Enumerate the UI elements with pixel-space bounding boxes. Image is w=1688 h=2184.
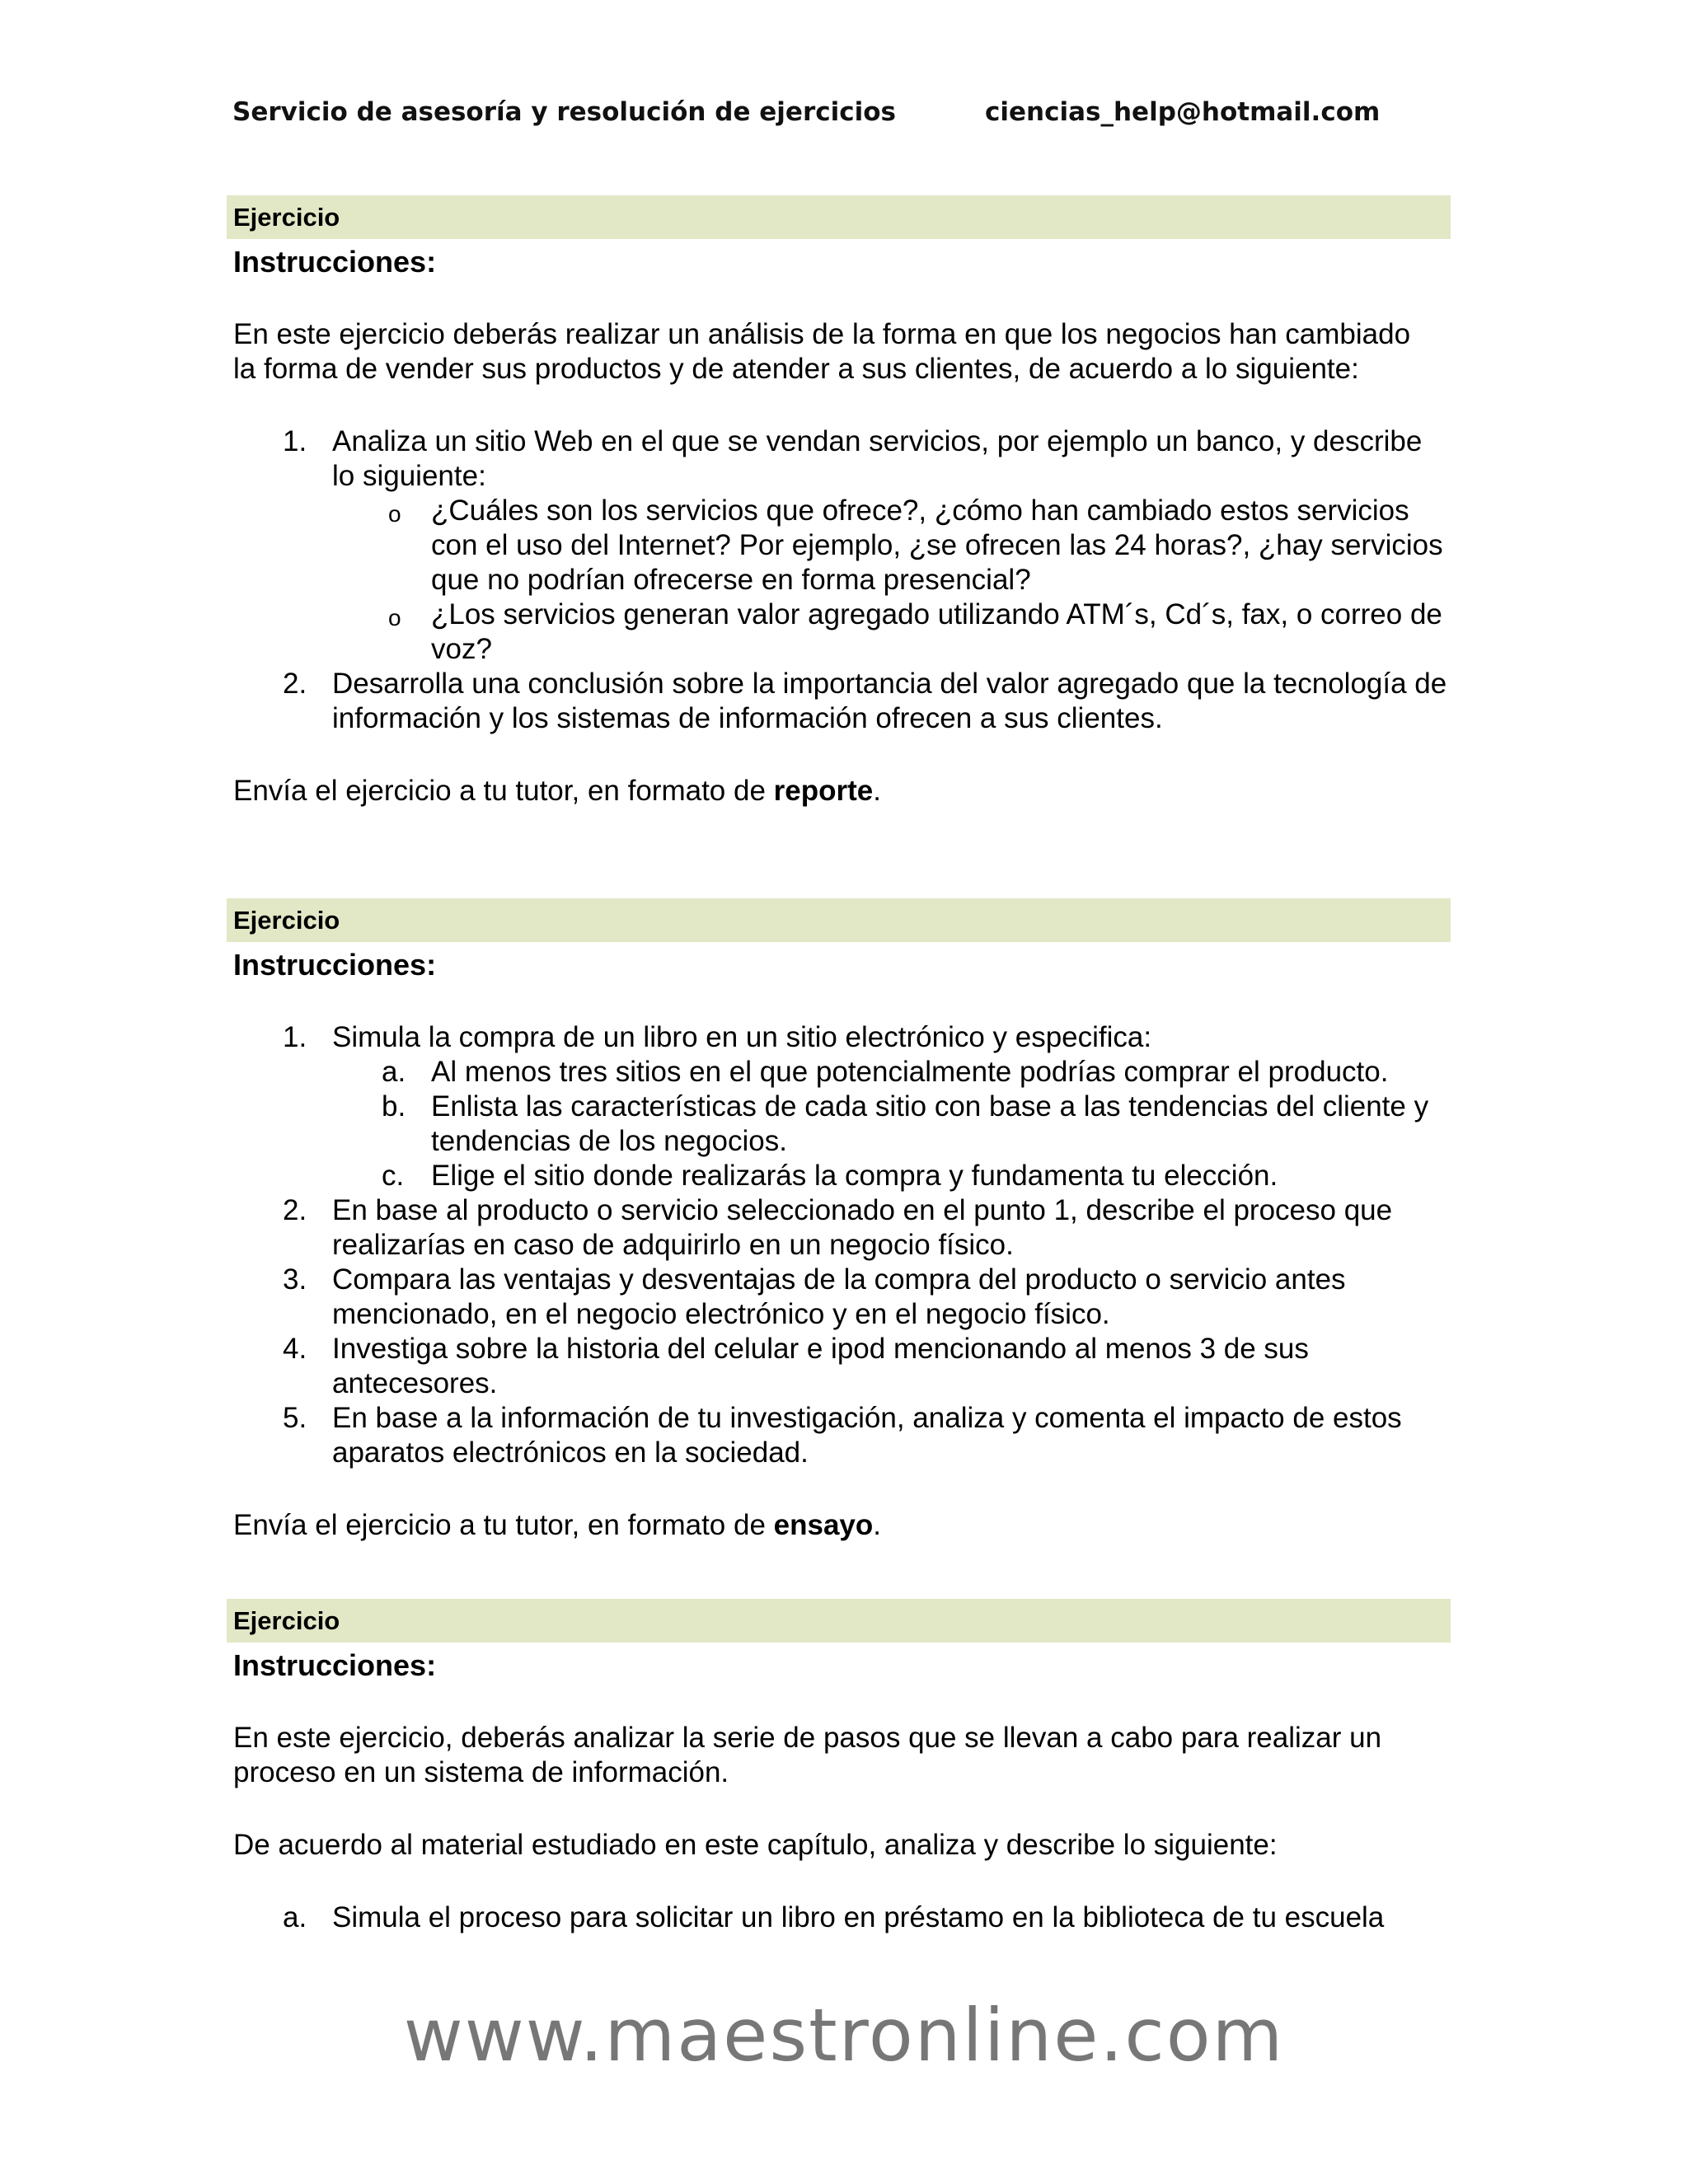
- list-item-text: En base a la información de tu investigación, analiza y comenta el impacto de estos aparatos electrónicos en la sociedad.: [332, 1402, 1402, 1469]
- section-bar-title: Ejercicio: [227, 1599, 1451, 1643]
- list-item: [227, 1332, 1451, 1401]
- sub-list-item: [332, 1159, 1451, 1193]
- sub-list-marker: b.: [382, 1090, 406, 1122]
- sub-list-item: [332, 494, 1451, 598]
- sub-list-item: [332, 598, 1451, 667]
- sub-list-marker: c.: [382, 1160, 405, 1192]
- sub-list-item-text: Al menos tres sitios en el que potencialmente podrías comprar el producto.: [431, 1056, 1389, 1088]
- sub-list: [332, 494, 1451, 667]
- list-item-number: 4.: [283, 1333, 307, 1365]
- exercise-section-1: [227, 195, 1451, 808]
- list-item: [227, 1263, 1451, 1332]
- watermark-url: www.maestronline.com: [403, 1993, 1285, 2078]
- exercise-section-3: [227, 1599, 1451, 1935]
- closing-text: Envía el ejercicio a tu tutor, en formato de: [233, 1509, 774, 1541]
- list-item-number: 2.: [283, 1194, 307, 1226]
- closing-suffix: .: [873, 1509, 881, 1541]
- closing-suffix: .: [873, 775, 881, 807]
- list-item-number: a.: [283, 1901, 307, 1933]
- instruction-list: [227, 424, 1451, 736]
- instructions-title: Instrucciones:: [233, 1648, 437, 1682]
- list-item: [227, 1020, 1451, 1193]
- instruction-list: [227, 1900, 1451, 1935]
- bullet-marker: o: [388, 501, 401, 527]
- list-item-number: 1.: [283, 425, 307, 457]
- closing-paragraph: [233, 1508, 1434, 1543]
- instructions-title: Instrucciones:: [233, 245, 437, 279]
- list-item-text: Simula la compra de un libro en un sitio electrónico y especifica:: [332, 1021, 1152, 1053]
- intro-paragraph: En este ejercicio, deberás analizar la serie de pasos que se llevan a cabo para realizar un proceso en un sistema de información.: [233, 1722, 1382, 1788]
- closing-format-bold: reporte: [773, 775, 874, 807]
- closing-paragraph: [233, 774, 1434, 808]
- closing-text: Envía el ejercicio a tu tutor, en formato de: [233, 775, 774, 807]
- intro-paragraph: En este ejercicio deberás realizar un análisis de la forma en que los negocios han cambiado la forma de vender sus productos y de atender a sus clientes, de acuerdo a lo siguiente:: [233, 318, 1411, 385]
- exercise-section-2: [227, 898, 1451, 1543]
- sub-list-marker: a.: [382, 1056, 406, 1088]
- list-item-number: 2.: [283, 668, 307, 700]
- list-item-text: Analiza un sitio Web en el que se vendan servicios, por ejemplo un banco, y describe lo siguiente:: [332, 425, 1423, 492]
- section-bar-title: Ejercicio: [227, 898, 1451, 942]
- list-item-text: Desarrolla una conclusión sobre la importancia del valor agregado que la tecnología de información y los sistemas de información ofrecen a sus clientes.: [332, 668, 1447, 734]
- list-item-number: 1.: [283, 1021, 307, 1053]
- sub-list-item-text: ¿Cuáles son los servicios que ofrece?, ¿cómo han cambiado estos servicios con el uso del Internet? Por ejemplo, ¿se ofrecen las 24 horas?, ¿hay servicios que no podrían ofrecerse en forma presencial?: [431, 494, 1443, 596]
- closing-format-bold: ensayo: [773, 1509, 874, 1541]
- header-email: ciencias_help@hotmail.com: [985, 97, 1381, 127]
- page-header: [232, 97, 1386, 137]
- bullet-marker: o: [388, 605, 401, 630]
- list-item: [227, 1401, 1451, 1470]
- list-item: [227, 667, 1451, 736]
- list-item-number: 3.: [283, 1263, 307, 1296]
- sub-list: [332, 1055, 1451, 1193]
- list-item-text: En base al producto o servicio seleccionado en el punto 1, describe el proceso que realizarías en caso de adquirirlo en un negocio físico.: [332, 1194, 1393, 1261]
- sub-list-item: [332, 1055, 1451, 1090]
- list-item-text: Investiga sobre la historia del celular e ipod mencionando al menos 3 de sus antecesores.: [332, 1333, 1309, 1399]
- instruction-list: [227, 1020, 1451, 1470]
- list-item-text: Simula el proceso para solicitar un libro en préstamo en la biblioteca de tu escuela: [332, 1901, 1385, 1933]
- sub-list-item: [332, 1090, 1451, 1159]
- sub-list-item-text: Enlista las características de cada sitio con base a las tendencias del cliente y tendencias de los negocios.: [431, 1090, 1429, 1157]
- intro-paragraph-2: De acuerdo al material estudiado en este capítulo, analiza y describe lo siguiente:: [233, 1829, 1278, 1861]
- list-item: [227, 1900, 1451, 1935]
- list-item: [227, 1193, 1451, 1263]
- list-item: [227, 424, 1451, 667]
- section-bar-title: Ejercicio: [227, 195, 1451, 239]
- sub-list-item-text: ¿Los servicios generan valor agregado utilizando ATM´s, Cd´s, fax, o correo de voz?: [431, 598, 1442, 665]
- header-service-title: Servicio de asesoría y resolución de ejercicios: [232, 97, 896, 127]
- sub-list-item-text: Elige el sitio donde realizarás la compra y fundamenta tu elección.: [431, 1160, 1278, 1192]
- list-item-text: Compara las ventajas y desventajas de la compra del producto o servicio antes mencionado, en el negocio electrónico y en el negocio físico.: [332, 1263, 1346, 1330]
- list-item-number: 5.: [283, 1402, 307, 1434]
- instructions-title: Instrucciones:: [233, 948, 437, 982]
